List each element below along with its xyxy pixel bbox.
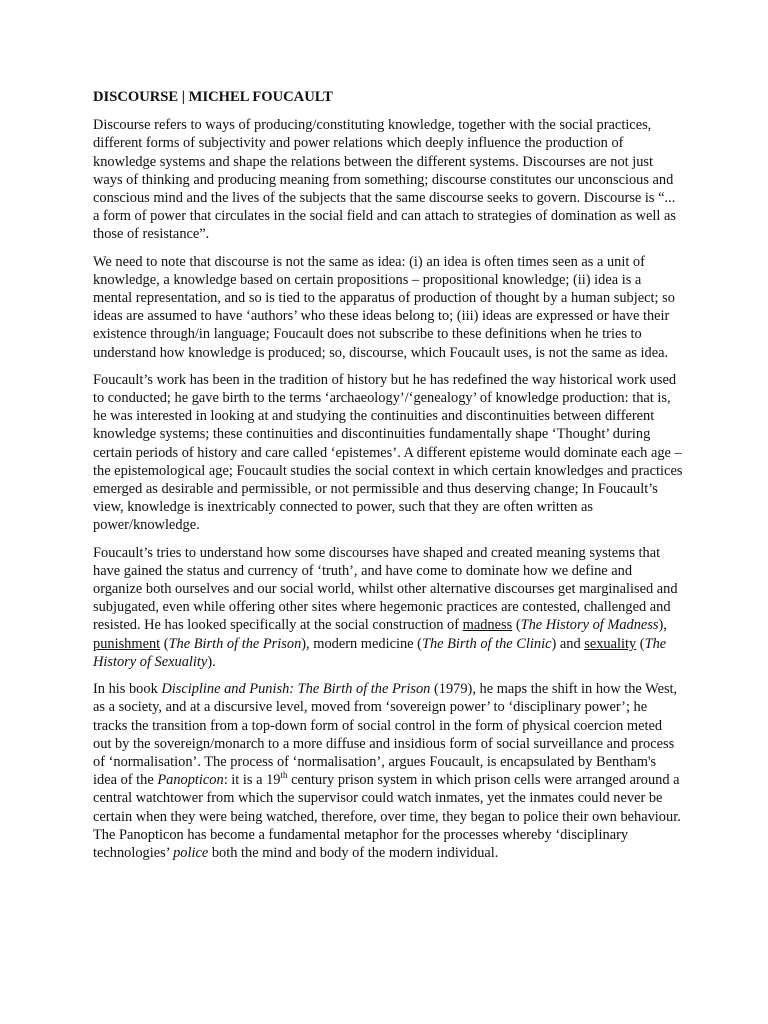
text-span: century prison system in which prison cells were arranged around a central watchtower from which the supervisor could watch inmates, yet the inmates could never be certain when they were being watched, therefore, over time, they began to police their own behaviour. The Panopticon has become a fundamental metaphor for the processes whereby ‘disciplinary technologies’: [93, 772, 681, 861]
text-span: (1979), he maps the shift in how the West, as a society, and at a discursive level, moved from ‘sovereign power’ to ‘disciplinary power’; he tracks the transition from a top-down form of social control in the form of physical coercion meted out by the sovereign/monarch to a more diffuse and insidious form of social surveillance and process of ‘normalisation’. The process of ‘normalisation’, argues Foucault, is encapsulated by Bentham's idea of the: [93, 681, 678, 789]
paragraph-discourses-truth: [93, 544, 683, 671]
text-span: : it is a 19: [223, 772, 281, 789]
book-title-birth-of-clinic: The Birth of the Clinic: [421, 635, 552, 652]
underlined-term-sexuality: sexuality: [584, 635, 637, 652]
text-span: Foucault’s tries to understand how some discourses have shaped and created meaning systems that have gained the status and currency of ‘truth’, and have come to dominate how we define and organize both ourselves and our social world, whilst other alternative discourses get marginalised and subjugated, even while offering other sites where hegemonic practices are contested, challenged and resisted. He has looked specifically at the social construction of: [93, 544, 678, 634]
text-span: In his book: [93, 681, 162, 698]
text-span: ) and: [551, 635, 585, 652]
book-title-history-of-sexuality: The History of Sexuality: [93, 635, 667, 670]
book-title-birth-of-prison: The Birth of the Prison: [168, 635, 302, 652]
text-span: (: [160, 635, 169, 652]
paragraph-archaeology-genealogy: Foucault’s work has been in the tradition of history but he has redefined the way historical work used to conducted; he gave birth to the terms ‘archaeology’/‘genealogy’ of knowledge production: that is, he was interested in looking at and studying the continuities and discontinuities between different knowledge systems; these continuities and discontinuities fundamentally shape ‘Thought’ during certain periods of history and care called ‘epistemes’. A different episteme would dominate each age – the epistemological age; Foucault studies the social context in which certain knowledges and practices emerged as desirable and permissible, or not permissible and thus deserving change; In Foucault’s view, knowledge is inextricably connected to power, such that they are often written as power/knowledge.: [93, 371, 683, 534]
text-span: both the mind and body of the modern individual.: [208, 844, 499, 861]
text-span: (: [512, 617, 521, 634]
text-span: ),: [658, 617, 667, 634]
term-panopticon: Panopticon: [157, 772, 224, 789]
paragraph-discipline-and-punish: [93, 680, 683, 862]
term-police: police: [173, 844, 209, 861]
ordinal-superscript: th: [280, 770, 288, 781]
text-span: ), modern medicine (: [301, 635, 422, 652]
book-title-discipline-and-punish: Discipline and Punish: The Birth of the Prison: [161, 681, 431, 698]
text-span: (: [636, 635, 645, 652]
text-span: ).: [207, 653, 216, 670]
underlined-term-madness: madness: [462, 617, 513, 634]
document-title: DISCOURSE | MICHEL FOUCAULT: [93, 89, 333, 105]
document-page: [93, 88, 683, 871]
underlined-term-punishment: punishment: [93, 635, 161, 652]
book-title-history-of-madness: The History of Madness: [520, 617, 659, 634]
paragraph-discourse-definition: Discourse refers to ways of producing/constituting knowledge, together with the social practices, different forms of subjectivity and power relations which deeply influence the production of knowledge systems and shape the relations between the different systems. Discourses are not just ways of thinking and producing meaning from something; discourse constitutes our unconscious and conscious mind and the lives of the subjects that the same discourse seeks to govern. Discourse is “... a form of power that circulates in the social field and can attach to strategies of domination as well as those of resistance”.: [93, 117, 677, 243]
paragraph-discourse-vs-idea: We need to note that discourse is not the same as idea: (i) an idea is often times seen as a unit of knowledge, a knowledge based on certain propositions – propositional knowledge; (ii) idea is a mental representation, and so is tied to the apparatus of production of thought by a human subject; so ideas are assumed to have ‘authors’ who these ideas belong to; (iii) ideas are expressed or have their existence through/in language; Foucault does not subscribe to these definitions when he tries to understand how knowledge is produced; so, discourse, which Foucault uses, is not the same as idea.: [93, 253, 675, 361]
